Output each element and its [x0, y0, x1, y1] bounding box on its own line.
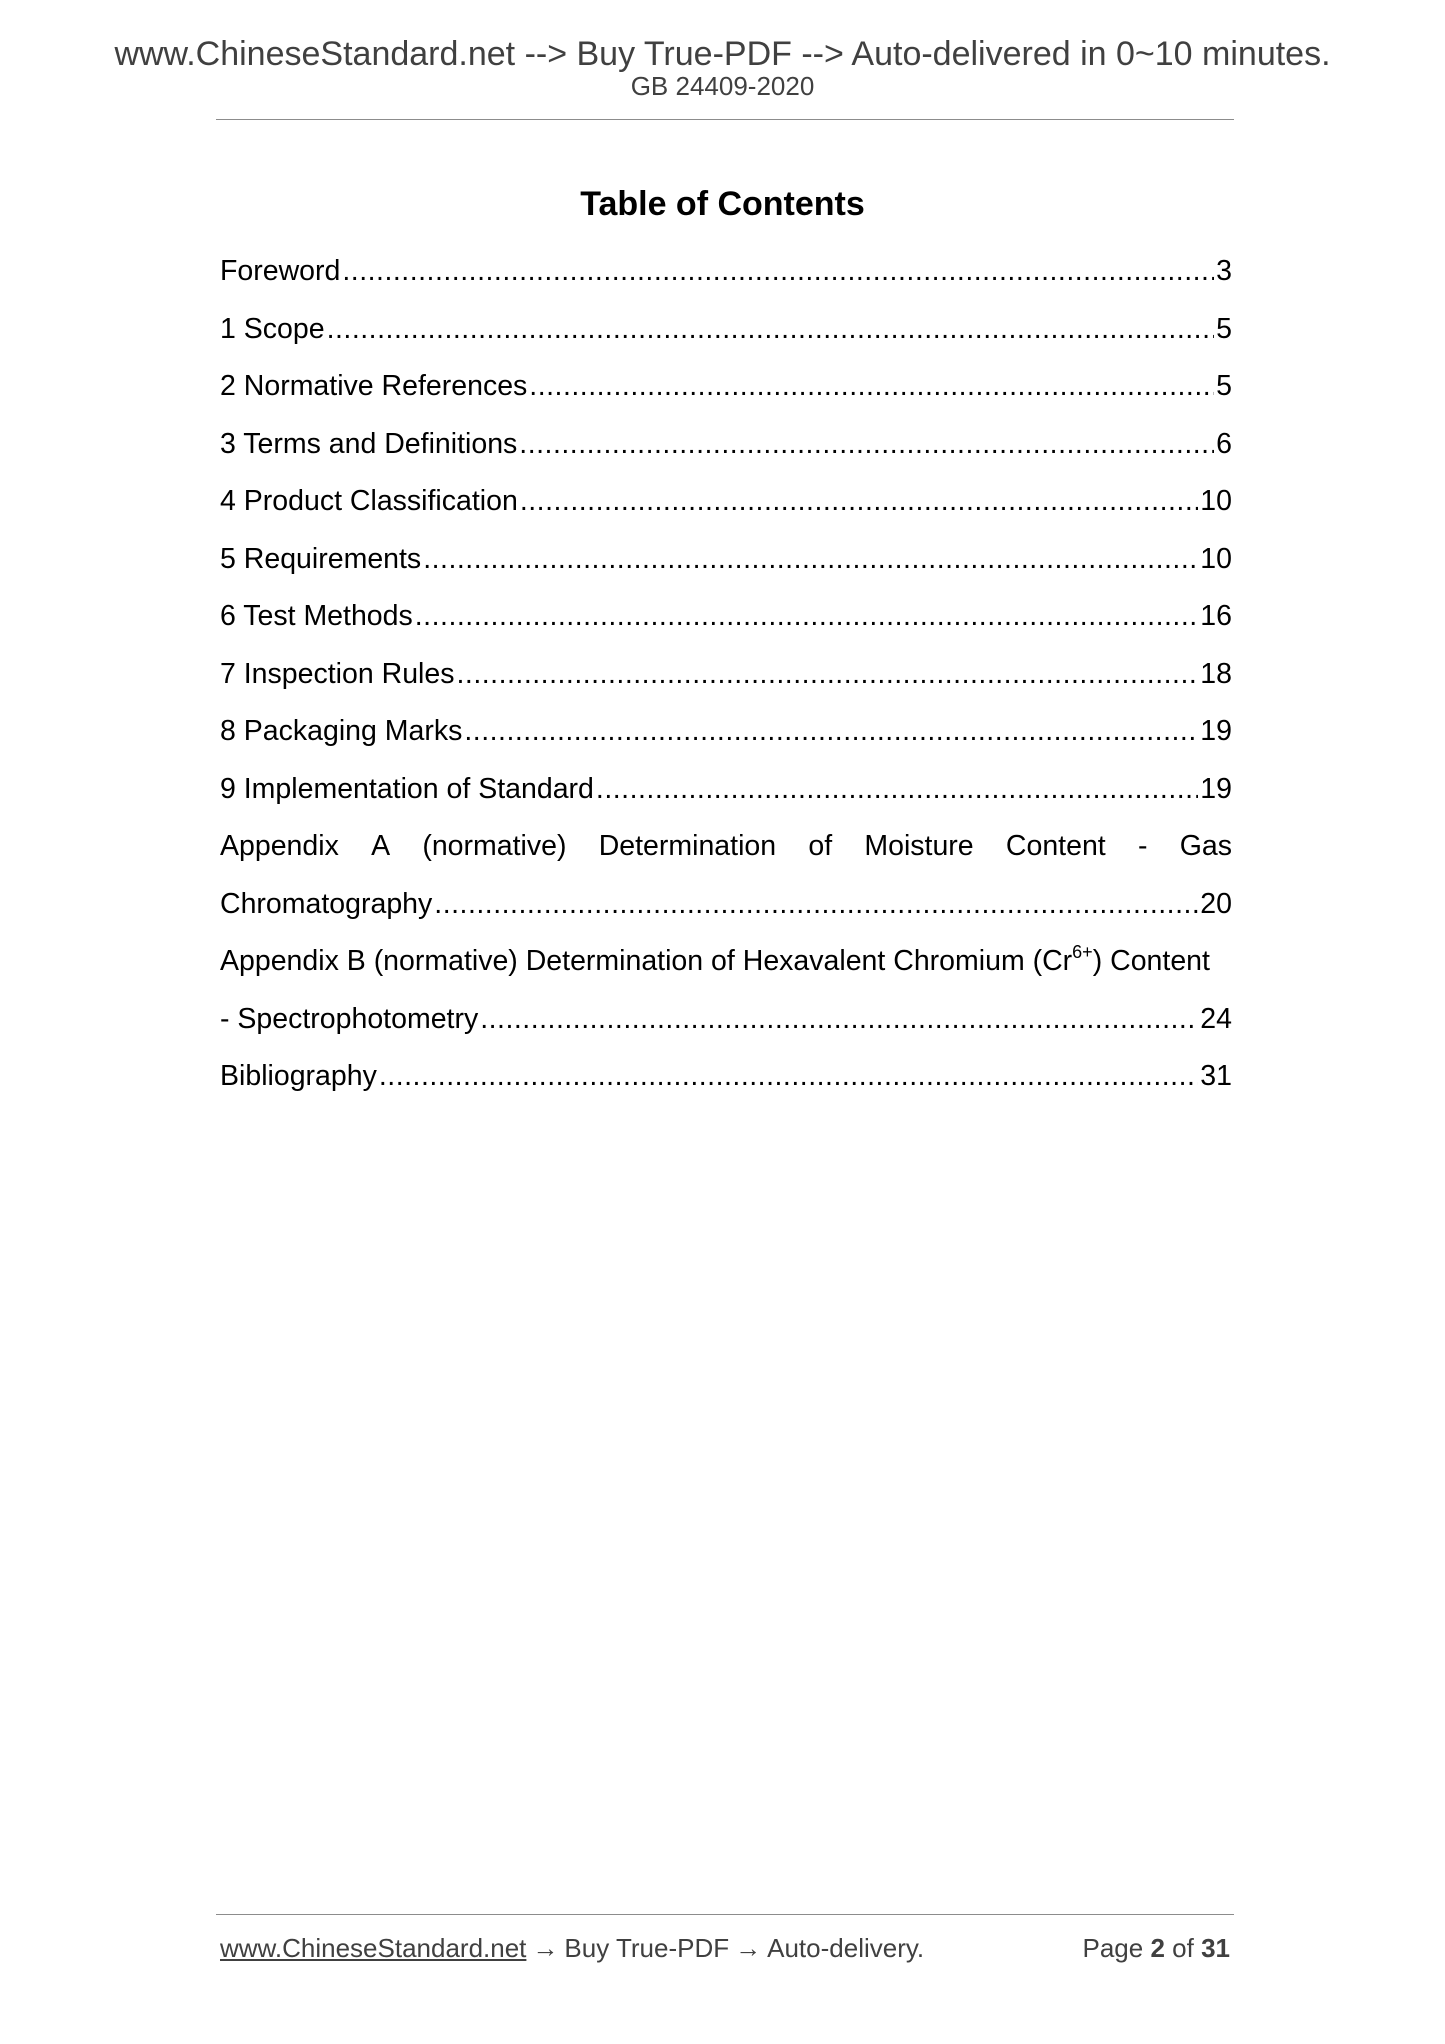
total-pages: 31: [1201, 1933, 1230, 1963]
toc-entry-requirements[interactable]: [220, 536, 1232, 594]
toc-entry-label: 9 Implementation of Standard: [220, 772, 594, 805]
dot-leader: [327, 306, 1215, 352]
toc-word: -: [1137, 830, 1148, 862]
dot-leader: [434, 881, 1198, 927]
document-id: GB 24409-2020: [630, 71, 815, 101]
arrow-right-icon: →: [532, 1933, 559, 1963]
dot-leader: [519, 421, 1214, 467]
toc-entry-foreword[interactable]: [220, 248, 1232, 306]
toc-entry-page: 5: [1216, 312, 1232, 345]
dot-leader: [415, 593, 1199, 639]
dot-leader: [596, 766, 1198, 812]
toc-entry-label: 5 Requirements: [220, 542, 422, 575]
dot-leader: [456, 651, 1198, 697]
toc-entry-label: [220, 938, 1210, 984]
appendix-b-text-pre: Appendix B (normative) Determination of Hexavalent Chromium (Cr: [220, 945, 1073, 977]
toc-entry-label: 1 Scope: [220, 312, 325, 345]
toc-entry-label: Foreword: [220, 255, 341, 287]
toc-entry-packaging-marks[interactable]: [220, 708, 1232, 766]
toc-entry-page: 6: [1216, 427, 1232, 460]
toc-entry-label: Bibliography: [220, 1060, 377, 1092]
toc-entry-implementation[interactable]: [220, 766, 1232, 824]
toc-entry-appendix-b[interactable]: [220, 938, 1232, 996]
toc-word: Appendix: [220, 830, 339, 862]
toc-entry-label: Chromatography: [220, 887, 433, 920]
toc-entry-label: 6 Test Methods: [220, 600, 413, 632]
toc-word: (normative): [422, 830, 567, 862]
toc-word: A: [371, 830, 391, 862]
toc-title: Table of Contents: [580, 185, 865, 223]
dot-leader: [480, 996, 1198, 1042]
toc-word: Content: [1005, 830, 1106, 862]
toc-word: Moisture: [864, 830, 974, 862]
dot-leader: [379, 1053, 1198, 1099]
toc-entry-label: 3 Terms and Definitions: [220, 427, 518, 460]
toc-entry-label: 7 Inspection Rules: [220, 657, 455, 690]
toc-entry-page: 19: [1200, 772, 1232, 805]
superscript-charge: 6+: [1072, 942, 1093, 962]
toc-entry-label: - Spectrophotometry: [220, 1002, 479, 1035]
toc-entry-label: 4 Product Classification: [220, 485, 518, 517]
toc-entry-page: 18: [1200, 657, 1232, 690]
toc-word: Determination: [598, 830, 777, 862]
toc-entry-page: 10: [1200, 485, 1232, 517]
toc-entry-page: 31: [1200, 1060, 1232, 1092]
footer-divider: [216, 1914, 1234, 1915]
toc-entry-page: 3: [1216, 255, 1232, 287]
footer-promo: [220, 1928, 924, 1968]
toc-entry-appendix-b-cont[interactable]: [220, 996, 1232, 1054]
appendix-b-text-post: ) Content: [1092, 945, 1210, 977]
toc-list: [220, 248, 1232, 1111]
toc-entry-page: 10: [1200, 542, 1232, 575]
toc-entry-appendix-a[interactable]: [220, 823, 1232, 881]
toc-entry-scope[interactable]: [220, 306, 1232, 364]
toc-entry-normative-references[interactable]: [220, 363, 1232, 421]
toc-entry-label: 8 Packaging Marks: [220, 715, 463, 747]
of-word: of: [1172, 1933, 1194, 1963]
dot-leader: [423, 536, 1198, 582]
current-page: 2: [1150, 1933, 1165, 1963]
footer-site-link[interactable]: www.ChineseStandard.net: [220, 1933, 527, 1963]
footer-delivery-text: Auto-delivery.: [767, 1933, 925, 1963]
header-banner: www.ChineseStandard.net --> Buy True-PDF --> Auto-delivered in 0~10 minutes.: [114, 35, 1331, 73]
toc-word: Gas: [1179, 830, 1232, 862]
toc-entry-inspection-rules[interactable]: [220, 651, 1232, 709]
toc-entry-appendix-a-cont[interactable]: [220, 881, 1232, 939]
toc-entry-page: 20: [1200, 887, 1232, 920]
dot-leader: [520, 478, 1198, 524]
toc-entry-product-classification[interactable]: [220, 478, 1232, 536]
page-word: Page: [1082, 1933, 1144, 1963]
toc-entry-page: 24: [1200, 1002, 1232, 1035]
dot-leader: [464, 708, 1198, 754]
toc-entry-page: 16: [1200, 600, 1232, 632]
header-divider: [216, 119, 1234, 120]
toc-entry-page: 5: [1216, 370, 1232, 402]
page-number: [1082, 1928, 1230, 1968]
toc-word: of: [808, 830, 833, 862]
arrow-right-icon: →: [735, 1933, 762, 1963]
dot-leader: [529, 363, 1214, 409]
dot-leader: [342, 248, 1214, 294]
toc-entry-bibliography[interactable]: [220, 1053, 1232, 1111]
toc-entry-page: 19: [1200, 715, 1232, 747]
toc-entry-label: 2 Normative References: [220, 370, 528, 402]
toc-entry-test-methods[interactable]: [220, 593, 1232, 651]
toc-entry-terms-definitions[interactable]: [220, 421, 1232, 479]
footer-buy-text: Buy True-PDF: [564, 1933, 730, 1963]
